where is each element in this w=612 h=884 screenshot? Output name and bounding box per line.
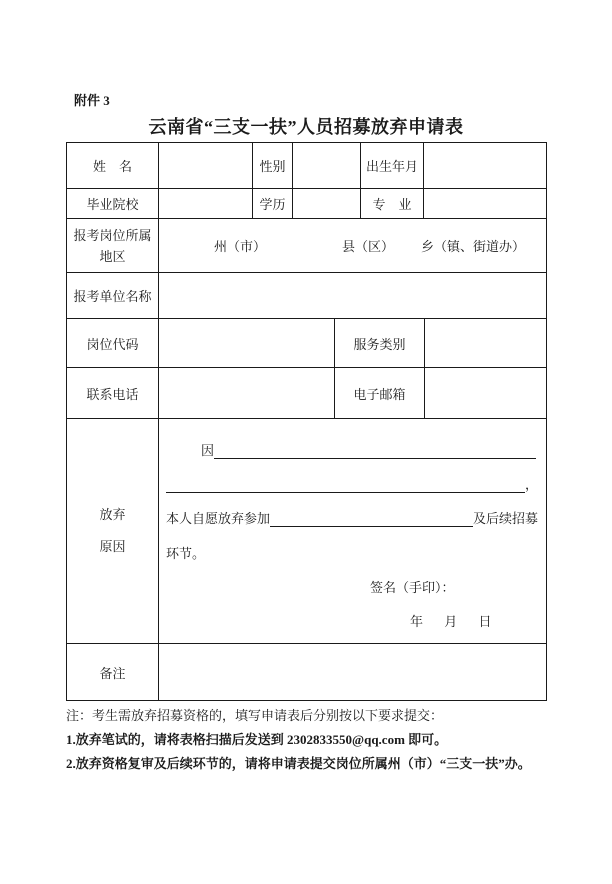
name-value-cell: [159, 143, 253, 189]
page-title: 云南省“三支一扶”人员招募放弃申请表: [148, 117, 464, 137]
blank-line: [214, 443, 536, 459]
reason-label-line1: 放弃: [99, 507, 126, 522]
date-label: 年 月 日: [410, 614, 492, 629]
note-item-2: 2.放弃资格复审及后续环节的，请将申请表提交岗位所属州（市）“三支一扶”办。: [66, 756, 531, 771]
region-option-prefecture: 州（市）: [214, 239, 267, 254]
education-label-cell: [253, 189, 293, 219]
code-value-cell: [159, 319, 335, 368]
application-form-table: [66, 142, 547, 701]
remark-label: 备注: [99, 665, 126, 681]
service-value-cell: [425, 319, 546, 368]
reason-label-cell: [67, 419, 159, 644]
reason-line-voluntary: [166, 511, 538, 527]
school-label: 毕业院校: [86, 197, 139, 212]
table-row-reason: [67, 419, 546, 644]
name-label-cell: [67, 143, 159, 189]
gender-value-cell: [293, 143, 361, 189]
school-label-cell: [67, 189, 159, 219]
blank-line: [270, 511, 473, 527]
table-row-unit: [67, 273, 546, 319]
table-row-code: [67, 319, 546, 368]
code-label-cell: [67, 319, 159, 368]
region-option-township: 乡（镇、街道办）: [421, 239, 526, 254]
service-label-cell: [335, 319, 425, 368]
reason-label-line2: 原因: [99, 539, 126, 554]
education-label: 学历: [259, 197, 286, 212]
comma-text: ，: [524, 477, 538, 492]
region-label-line1: 报考岗位所属: [73, 227, 152, 243]
table-row-contact: [67, 368, 546, 419]
note-item-1: 1.放弃笔试的，请将表格扫描后发送到 2302833550@qq.com 即可。: [66, 732, 448, 747]
because-text: 因: [201, 443, 215, 458]
school-value-cell: [159, 189, 253, 219]
remark-value-cell: [159, 644, 546, 700]
table-row-region: [67, 219, 546, 273]
major-value-cell: [424, 189, 546, 219]
email-value-cell: [425, 368, 546, 419]
phone-label: 联系电话: [86, 386, 139, 402]
footer-notes: [66, 704, 552, 776]
email-label-cell: [335, 368, 425, 419]
birth-label: 出生年月: [365, 159, 418, 174]
education-value-cell: [293, 189, 361, 219]
note-intro: 注：考生需放弃招募资格的，填写申请表后分别按以下要求提交：: [66, 708, 444, 723]
gender-label: 性别: [259, 159, 286, 174]
name-label: 姓 名: [92, 159, 132, 174]
reason-content-cell: [159, 419, 546, 644]
service-label: 服务类别: [353, 336, 406, 352]
email-label: 电子邮箱: [353, 386, 406, 402]
region-value-cell: [159, 219, 546, 273]
phone-label-cell: [67, 368, 159, 419]
unit-label-cell: [67, 273, 159, 319]
birth-label-cell: [361, 143, 424, 189]
reason-line-because: [201, 443, 536, 459]
table-row-name: [67, 143, 546, 189]
voluntary-prefix-text: 本人自愿放弃参加: [166, 511, 271, 526]
region-label-line2: 地区: [99, 248, 126, 264]
region-option-county: 县（区）: [342, 239, 395, 254]
voluntary-suffix-text: 及后续招募: [472, 511, 538, 526]
blank-line: [166, 477, 525, 493]
code-label: 岗位代码: [86, 336, 139, 352]
attachment-label: 附件 3: [74, 93, 110, 108]
gender-label-cell: [253, 143, 293, 189]
major-label: 专 业: [372, 197, 412, 212]
reason-line-tail: 环节。: [166, 546, 206, 561]
remark-label-cell: [67, 644, 159, 700]
phone-value-cell: [159, 368, 335, 419]
unit-label: 报考单位名称: [73, 289, 152, 304]
reason-line-continuation: [166, 477, 538, 493]
region-label-cell: [67, 219, 159, 273]
birth-value-cell: [424, 143, 546, 189]
table-row-school: [67, 189, 546, 219]
unit-value-cell: [159, 273, 546, 319]
signature-label: 签名（手印）：: [370, 580, 455, 595]
table-row-remark: [67, 644, 546, 700]
major-label-cell: [361, 189, 424, 219]
